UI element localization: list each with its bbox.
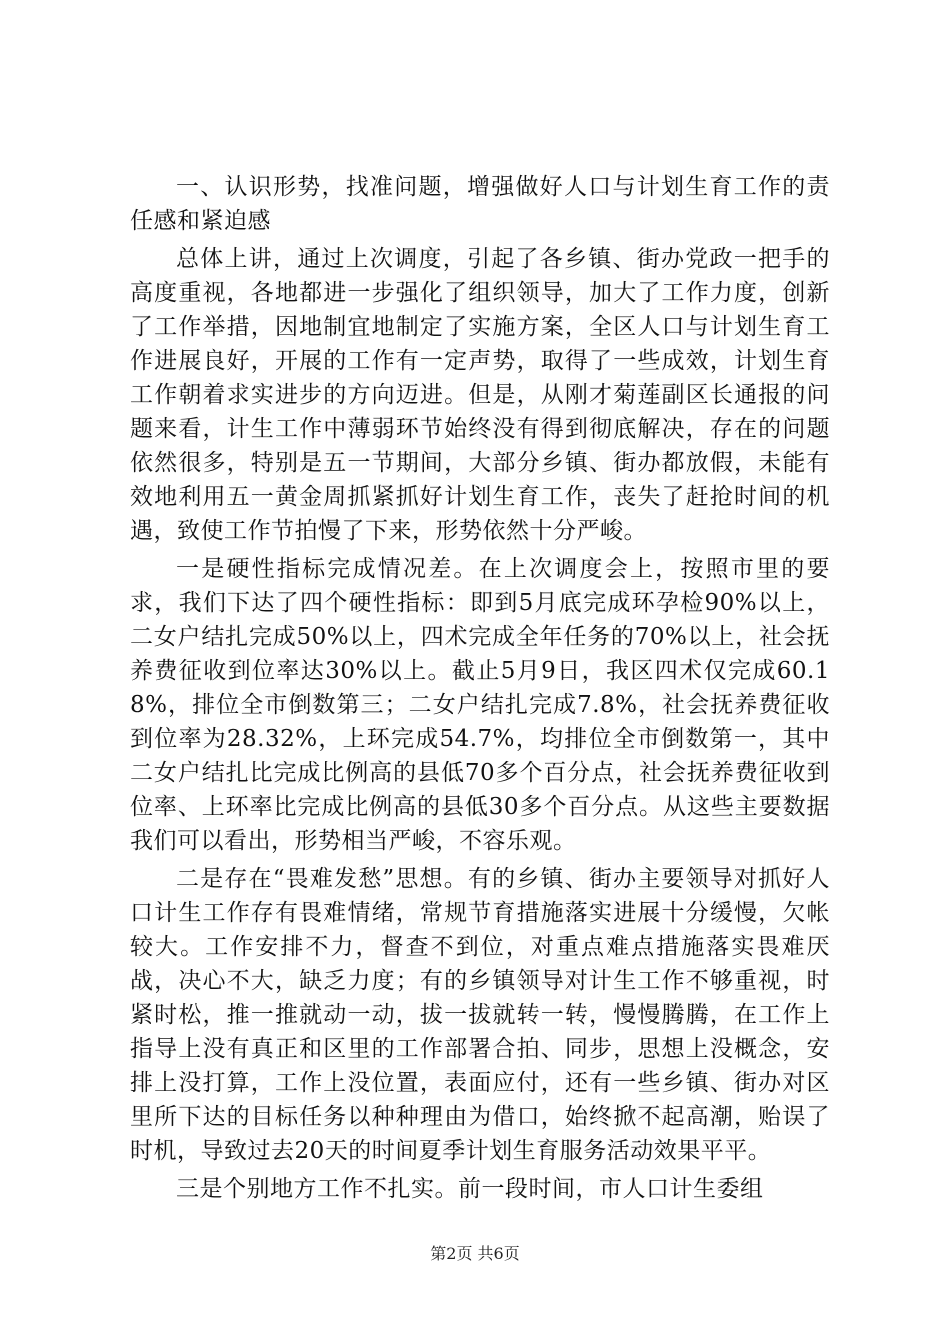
overview-paragraph: 总体上讲，通过上次调度，引起了各乡镇、街办党政一把手的高度重视，各地都进一步强化了组织领导，加大了工作力度，创新了工作举措，因地制宜地制定了实施方案，全区人口与计划生育工作进展良好，开展的工作有一定声势，取得了一些成效，计划生育工作朝着求实进步的方向迈进。但是，从刚才菊莲副区长通报的问题来看，计生工作中薄弱环节始终没有得到彻底解决，存在的问题依然很多，特别是五一节期间，大部分乡镇、街办都放假，未能有效地利用五一黄金周抓紧抓好计划生育工作，丧失了赶抢时间的机遇，致使工作节拍慢了下来，形势依然十分严峻。 [130, 246, 830, 544]
implementation-paragraph: 三是个别地方工作不扎实。前一段时间，市人口计生委组 [176, 1176, 764, 1202]
page-number-footer: 第2页 共6页 [430, 1244, 520, 1263]
section-heading-paragraph: 一、认识形势，找准问题，增强做好人口与计划生育工作的责任感和紧迫感 [130, 174, 830, 234]
indicator-paragraph: 一是硬性指标完成情况差。在上次调度会上，按照市里的要求，我们下达了四个硬性指标：即到5月底完成环孕检90%以上，二女户结扎完成50%以上，四术完成全年任务的70%以上，社会抚养费征收到位率达30%以上。截止5月9日，我区四术仅完成60.18%，排位全市倒数第三；二女户结扎完成7.8%，社会抚养费征收到位率为28.32%，上环完成54.7%，均排位全市倒数第一，其中二女户结扎比完成比例高的县低70多个百分点，社会抚养费征收到位率、上环率比完成比例高的县低30多个百分点。从这些主要数据我们可以看出，形势相当严峻，不容乐观。 [130, 556, 830, 854]
attitude-paragraph: 二是存在“畏难发愁”思想。有的乡镇、街办主要领导对抓好人口计生工作存有畏难情绪，常规节育措施落实进展十分缓慢，欠帐较大。工作安排不力，督查不到位，对重点难点措施落实畏难厌战，决心不大，缺乏力度；有的乡镇领导对计生工作不够重视，时紧时松，推一推就动一动，拔一拔就转一转，慢慢腾腾，在工作上指导上没有真正和区里的工作部署合拍、同步，思想上没概念，安排上没打算，工作上没位置，表面应付，还有一些乡镇、街办对区里所下达的目标任务以种种理由为借口，始终掀不起高潮，贻误了时机，导致过去20天的时间夏季计划生育服务活动效果平平。 [130, 866, 830, 1164]
document-body [130, 170, 830, 1206]
